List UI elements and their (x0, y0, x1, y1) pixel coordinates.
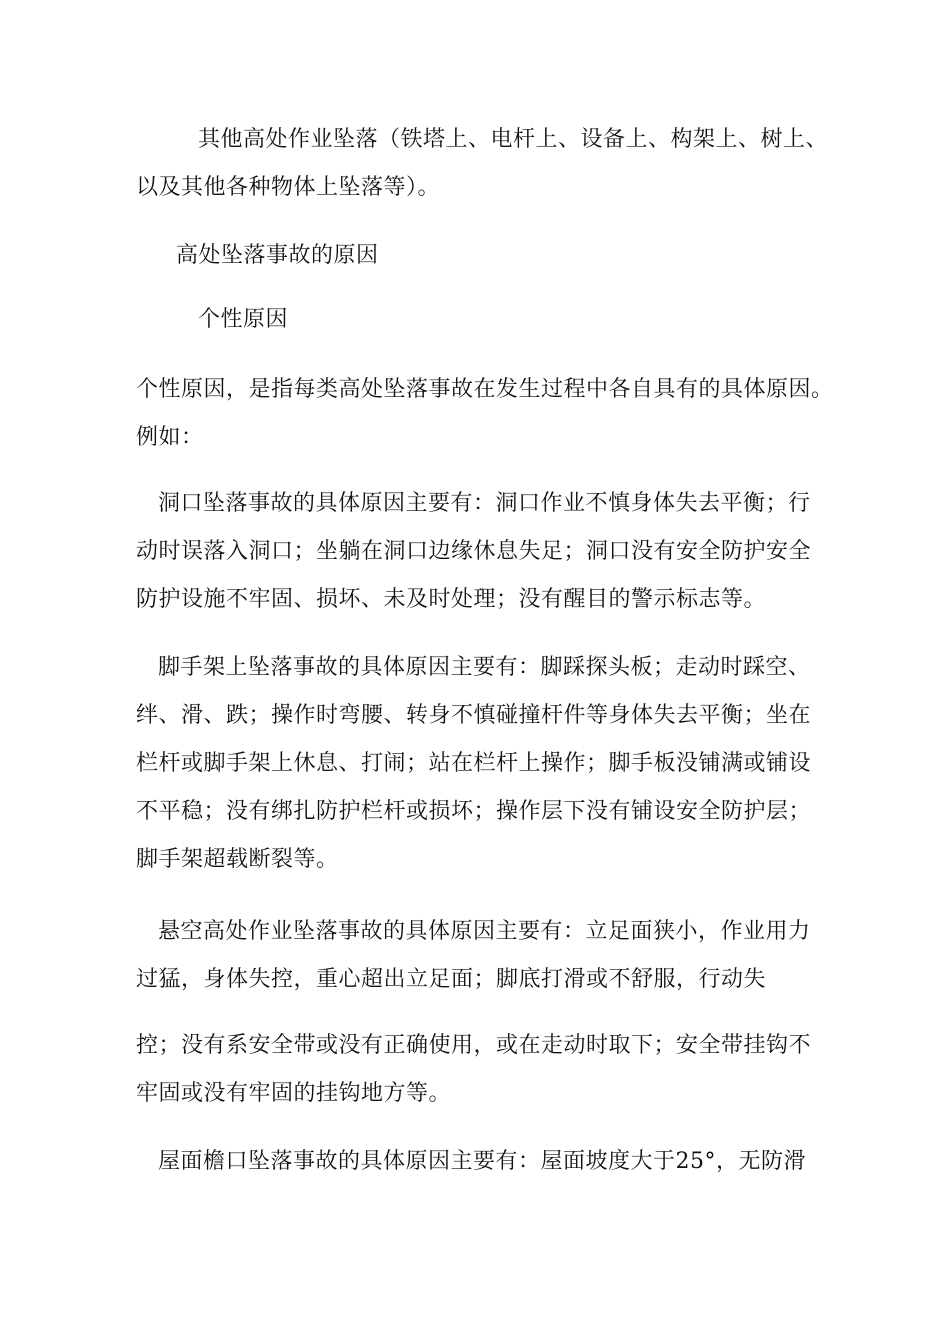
text-line: 栏杆或脚手架上休息、打闹；站在栏杆上操作；脚手板没铺满或铺设 (136, 751, 812, 776)
text-line: 屋面檐口坠落事故的具体原因主要有：屋面坡度大于25°，无防滑 (158, 1149, 806, 1174)
text-line: 脚手架上坠落事故的具体原因主要有：脚踩探头板；走动时踩空、 (158, 655, 811, 680)
text-line: 过猛，身体失控，重心超出立足面；脚底打滑或不舒服，行动失 (136, 967, 767, 992)
paragraph-suspended-work-falls (136, 908, 826, 1004)
text-line: 高处坠落事故的原因 (176, 243, 379, 268)
text-line: 牢固或没有牢固的挂钩地方等。 (136, 1081, 452, 1106)
text-line: 其他高处作业坠落（铁塔上、电杆上、设备上、构架上、树上、 (198, 127, 829, 152)
paragraph-roof-eave-falls (136, 1138, 826, 1186)
text-line: 个性原因 (198, 307, 289, 332)
paragraph-opening-falls (136, 480, 826, 624)
text-line: 绊、滑、跌；操作时弯腰、转身不慎碰撞杆件等身体失去平衡；坐在 (136, 703, 812, 728)
text-line: 个性原因，是指每类高处坠落事故在发生过程中各自具有的具体原因。 (136, 377, 834, 402)
heading-individual-causes (136, 296, 826, 344)
paragraph-other-falls (136, 116, 829, 212)
paragraph-individual-causes-definition (136, 366, 834, 462)
text-line: 防护设施不牢固、损坏、未及时处理；没有醒目的警示标志等。 (136, 587, 767, 612)
text-line: 不平稳；没有绑扎防护栏杆或损坏；操作层下没有铺设安全防护层； (136, 799, 812, 824)
text-line: 动时误落入洞口；坐躺在洞口边缘休息失足；洞口没有安全防护安全 (136, 539, 812, 564)
text-line: 脚手架超载断裂等。 (136, 847, 339, 872)
heading-fall-causes (136, 232, 826, 280)
paragraph-suspended-work-falls-continued (136, 1022, 826, 1118)
text-line: 例如： (136, 425, 204, 450)
text-line: 以及其他各种物体上坠落等）。 (136, 175, 441, 200)
text-line: 洞口坠落事故的具体原因主要有：洞口作业不慎身体失去平衡；行 (158, 491, 811, 516)
paragraph-scaffold-falls (136, 644, 826, 884)
text-line: 控；没有系安全带或没有正确使用，或在走动时取下；安全带挂钩不 (136, 1033, 812, 1058)
text-line: 悬空高处作业坠落事故的具体原因主要有：立足面狭小，作业用力 (158, 919, 811, 944)
